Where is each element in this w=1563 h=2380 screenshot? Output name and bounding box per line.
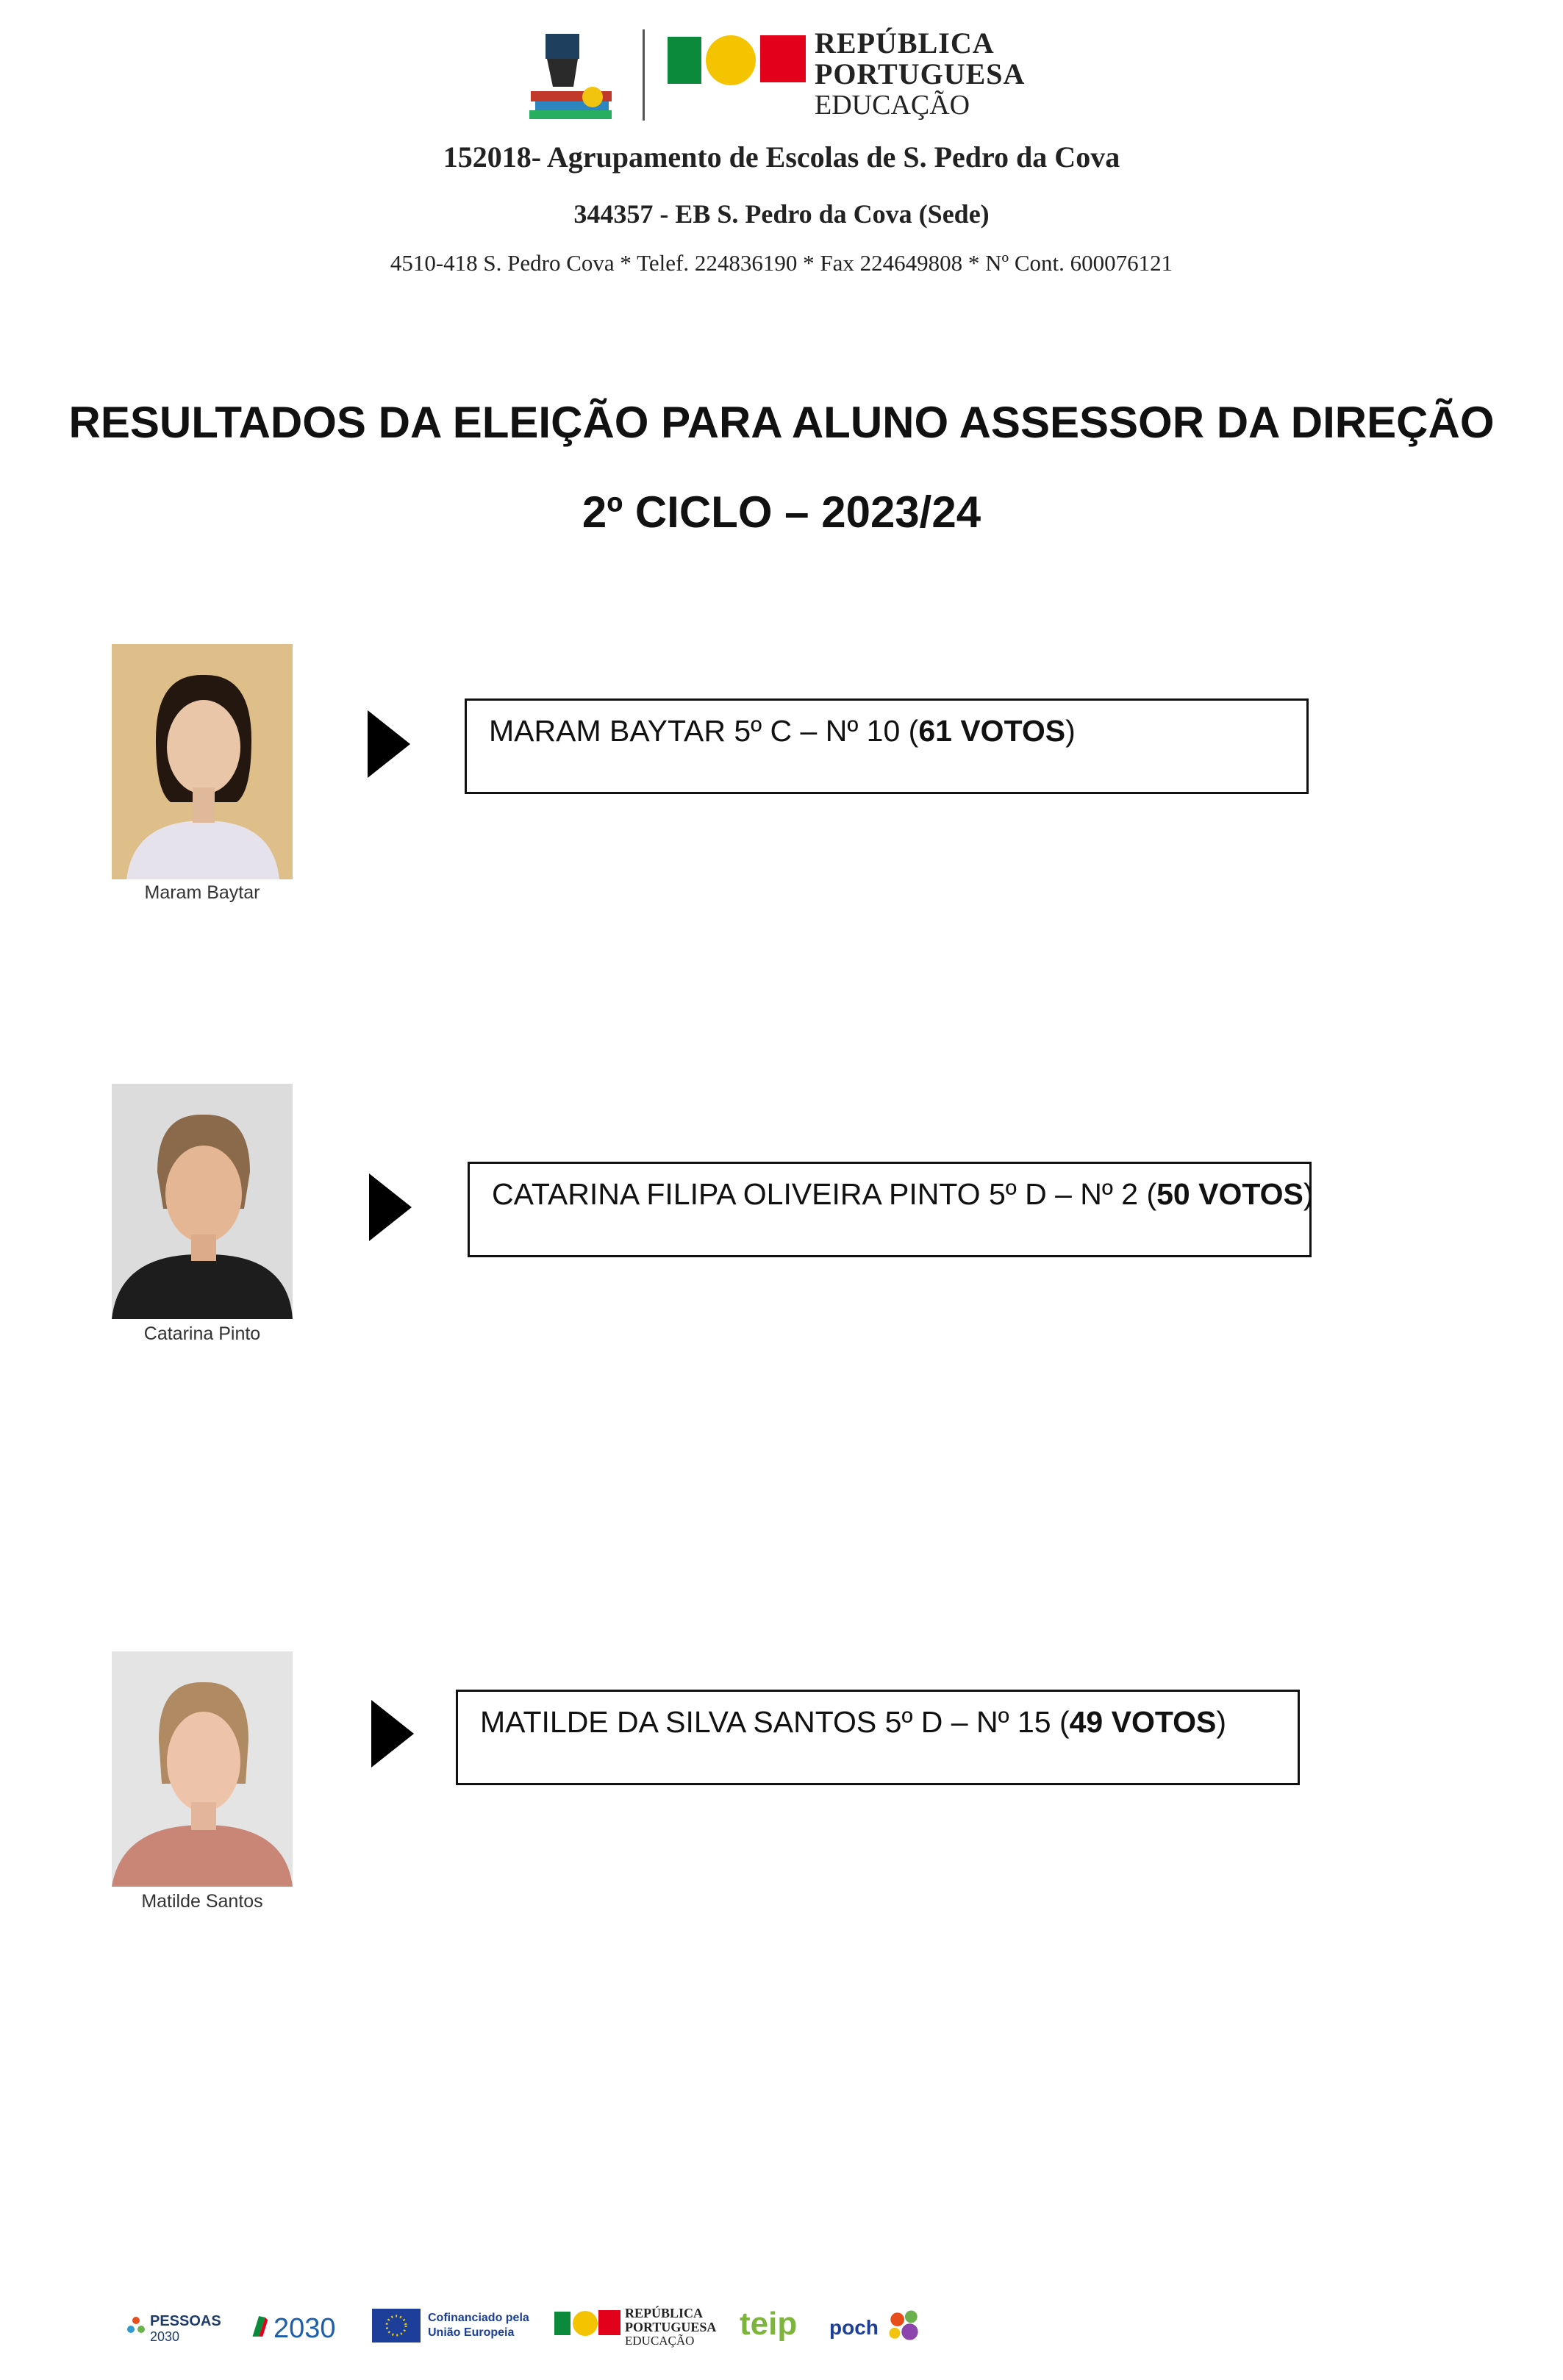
candidate-caption: Matilde Santos <box>141 1891 263 1912</box>
play-arrow-icon <box>368 710 410 778</box>
candidate-photo <box>112 644 293 879</box>
pessoas-label: PESSOAS <box>150 2313 221 2329</box>
candidate-votes: 49 VOTOS <box>1069 1705 1217 1739</box>
republica-portuguesa-footer-logo <box>554 2306 716 2351</box>
candidate-caption: Maram Baytar <box>144 882 260 903</box>
poch-icon <box>884 2306 925 2347</box>
poch-logo <box>829 2306 940 2350</box>
eu-line-2: União Europeia <box>428 2326 515 2339</box>
candidate-votes: 50 VOTOS <box>1156 1177 1303 1211</box>
portugal-flag-small-icon <box>554 2309 620 2338</box>
candidate-result-box <box>468 1162 1312 1257</box>
school-logo <box>523 28 619 124</box>
portugal-2030-text: 2030 <box>273 2313 336 2344</box>
school-group-name: 152018- Agrupamento de Escolas de S. Pedro da Cova <box>443 140 1120 174</box>
portugal-2030-icon <box>250 2312 269 2341</box>
closing-paren: ) <box>1303 1177 1314 1211</box>
closing-paren: ) <box>1065 714 1076 748</box>
pessoas-2030-logo <box>125 2310 221 2347</box>
eu-flag-icon <box>372 2309 421 2343</box>
portugal-flag-logo <box>668 32 807 88</box>
candidate-name: CATARINA FILIPA OLIVEIRA PINTO 5º D – Nº 2 ( <box>492 1177 1157 1211</box>
candidate-photo <box>112 1084 293 1319</box>
footer-portuguesa: PORTUGUESA <box>625 2320 717 2334</box>
school-contacts: 4510-418 S. Pedro Cova * Telef. 224836190 * Fax 224649808 * Nº Cont. 600076121 <box>390 250 1173 276</box>
portugal-2030-logo <box>250 2307 346 2348</box>
document-subtitle: 2º CICLO – 2023/24 <box>582 487 981 537</box>
candidate-votes: 61 VOTOS <box>918 714 1066 748</box>
footer-educacao: EDUCAÇÃO <box>625 2334 695 2348</box>
document-title: RESULTADOS DA ELEIÇÃO PARA ALUNO ASSESSOR DA DIREÇÃO <box>68 398 1495 447</box>
teip-text: teip <box>740 2306 798 2342</box>
play-arrow-icon <box>371 1700 414 1768</box>
header-divider <box>643 29 645 121</box>
candidate-name: MARAM BAYTAR 5º C – Nº 10 ( <box>489 714 919 748</box>
candidate-name: MATILDE DA SILVA SANTOS 5º D – Nº 15 ( <box>480 1705 1070 1739</box>
candidate-photo <box>112 1651 293 1887</box>
candidate-result-box <box>456 1690 1300 1785</box>
footer-republica: REPÚBLICA <box>625 2306 704 2320</box>
poch-text: poch <box>829 2316 879 2339</box>
school-name: 344357 - EB S. Pedro da Cova (Sede) <box>573 199 990 229</box>
educacao-line: EDUCAÇÃO <box>815 90 970 121</box>
play-arrow-icon <box>369 1173 412 1241</box>
pessoas-icon <box>125 2315 147 2337</box>
teip-logo <box>740 2306 806 2350</box>
candidate-caption: Catarina Pinto <box>143 1323 261 1344</box>
eu-cofinancing-logo <box>372 2309 534 2345</box>
portuguesa-line: PORTUGUESA <box>815 57 1026 90</box>
pessoas-year: 2030 <box>150 2329 180 2344</box>
eu-line-1: Cofinanciado pela <box>428 2312 529 2324</box>
closing-paren: ) <box>1216 1705 1227 1739</box>
candidate-result-box <box>465 698 1309 794</box>
funding-logos-bar <box>118 2287 941 2368</box>
republica-line: REPÚBLICA <box>815 26 995 60</box>
republica-portuguesa-text <box>815 28 1025 121</box>
